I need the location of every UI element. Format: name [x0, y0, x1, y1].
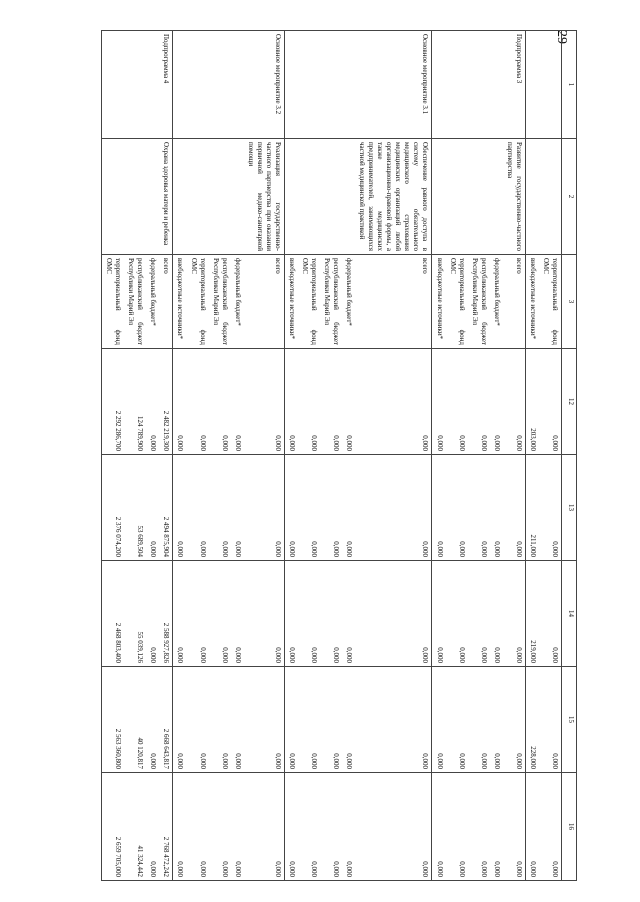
- row-description: [320, 139, 342, 255]
- value-col-13: 0,000: [231, 455, 244, 561]
- value-col-14: 0,000: [490, 561, 503, 667]
- row-description: [284, 139, 298, 255]
- table-row: [159, 31, 173, 881]
- value-col-14: 0,000: [432, 561, 446, 667]
- table-row: [244, 31, 285, 881]
- value-col-12: 0,000: [284, 349, 298, 455]
- funding-source: территориальный фонд ОМС: [446, 255, 468, 349]
- value-col-16: 0,000: [468, 773, 490, 881]
- value-col-15: 0,000: [468, 667, 490, 773]
- header-col-14: 14: [562, 561, 577, 667]
- value-col-13: 0,000: [503, 455, 526, 561]
- rotated-table-container: [101, 30, 577, 880]
- row-description: Реализация государственно-частного партнерства при оказании первичной медико-санитарной помощи: [244, 139, 285, 255]
- row-description: Охрана здоровья матери и ребенка: [159, 139, 173, 255]
- value-col-13: 2 376 074,200: [102, 455, 125, 561]
- value-col-16: 2 768 472,242: [159, 773, 173, 881]
- value-col-13: 0,000: [209, 455, 231, 561]
- value-col-15: 0,000: [503, 667, 526, 773]
- value-col-12: 0,000: [539, 349, 562, 455]
- value-col-14: 0,000: [146, 561, 159, 667]
- funding-source: федеральный бюджет*: [490, 255, 503, 349]
- row-description: [186, 139, 208, 255]
- value-col-15: 40 120,817: [124, 667, 146, 773]
- value-col-13: 53 689,504: [124, 455, 146, 561]
- row-description: [490, 139, 503, 255]
- table-row: [490, 31, 503, 881]
- funding-source: федеральный бюджет*: [342, 255, 355, 349]
- table-row: [173, 31, 187, 881]
- value-col-15: 228,000: [525, 667, 539, 773]
- value-col-12: 0,000: [503, 349, 526, 455]
- value-col-12: 203,000: [525, 349, 539, 455]
- table-row: [525, 31, 539, 881]
- header-col-13: 13: [562, 455, 577, 561]
- table-row: [432, 31, 446, 881]
- row-label: Основное мероприятие 3.2: [244, 31, 285, 139]
- value-col-15: 0,000: [231, 667, 244, 773]
- value-col-14: 2 588 927,826: [159, 561, 173, 667]
- row-description: [209, 139, 231, 255]
- budget-table: [101, 30, 577, 881]
- value-col-16: 0,000: [244, 773, 285, 881]
- funding-source: республиканский бюджет Республики Марий Эл: [320, 255, 342, 349]
- row-label: [490, 31, 503, 139]
- row-description: [102, 139, 125, 255]
- value-col-16: 0,000: [284, 773, 298, 881]
- value-col-16: 0,000: [525, 773, 539, 881]
- value-col-13: 0,000: [432, 455, 446, 561]
- value-col-13: 0,000: [490, 455, 503, 561]
- value-col-13: 0,000: [320, 455, 342, 561]
- table-row: [284, 31, 298, 881]
- funding-source: внебюджетные источники*: [432, 255, 446, 349]
- row-description: [468, 139, 490, 255]
- funding-source: всего: [159, 255, 173, 349]
- table-row: [231, 31, 244, 881]
- row-label: Подпрограмма 3: [503, 31, 526, 139]
- value-col-14: 0,000: [503, 561, 526, 667]
- value-col-16: 0,000: [432, 773, 446, 881]
- value-col-14: 2 468 803,400: [102, 561, 125, 667]
- row-description: [298, 139, 320, 255]
- value-col-15: 0,000: [173, 667, 187, 773]
- value-col-16: 0,000: [173, 773, 187, 881]
- header-col-12: 12: [562, 349, 577, 455]
- value-col-12: 2 292 286,700: [102, 349, 125, 455]
- value-col-14: 0,000: [320, 561, 342, 667]
- value-col-15: 0,000: [355, 667, 432, 773]
- row-description: [525, 139, 539, 255]
- value-col-12: 0,000: [355, 349, 432, 455]
- value-col-16: 0,000: [298, 773, 320, 881]
- value-col-15: 0,000: [446, 667, 468, 773]
- value-col-15: 0,000: [244, 667, 285, 773]
- value-col-16: 0,000: [146, 773, 159, 881]
- row-label: [342, 31, 355, 139]
- row-description: [146, 139, 159, 255]
- value-col-15: 0,000: [284, 667, 298, 773]
- row-label: [284, 31, 298, 139]
- row-label: [231, 31, 244, 139]
- row-description: [432, 139, 446, 255]
- table-row: [320, 31, 342, 881]
- value-col-14: 0,000: [342, 561, 355, 667]
- row-description: [173, 139, 187, 255]
- row-label: [539, 31, 562, 139]
- value-col-13: 0,000: [298, 455, 320, 561]
- value-col-12: 0,000: [209, 349, 231, 455]
- value-col-14: 219,000: [525, 561, 539, 667]
- value-col-12: 0,000: [446, 349, 468, 455]
- row-description: [446, 139, 468, 255]
- row-label: [173, 31, 187, 139]
- value-col-12: 0,000: [186, 349, 208, 455]
- table-row: [186, 31, 208, 881]
- row-description: [231, 139, 244, 255]
- header-col-1: 1: [562, 31, 577, 139]
- value-col-12: 0,000: [231, 349, 244, 455]
- row-description: [124, 139, 146, 255]
- funding-source: внебюджетные источники*: [173, 255, 187, 349]
- table-row: [102, 31, 125, 881]
- value-col-13: 0,000: [539, 455, 562, 561]
- value-col-16: 0,000: [490, 773, 503, 881]
- value-col-14: 0,000: [209, 561, 231, 667]
- table-row: [468, 31, 490, 881]
- row-label: [146, 31, 159, 139]
- funding-source: республиканский бюджет Республики Марий Эл: [124, 255, 146, 349]
- value-col-12: 0,000: [146, 349, 159, 455]
- value-col-15: 0,000: [186, 667, 208, 773]
- value-col-13: 0,000: [146, 455, 159, 561]
- funding-source: федеральный бюджет*: [146, 255, 159, 349]
- table-body: [102, 31, 562, 881]
- value-col-16: 41 324,442: [124, 773, 146, 881]
- value-col-12: 124 789,900: [124, 349, 146, 455]
- value-col-15: 0,000: [320, 667, 342, 773]
- value-col-13: 0,000: [342, 455, 355, 561]
- value-col-15: 0,000: [146, 667, 159, 773]
- row-label: Подпрограмма 4: [159, 31, 173, 139]
- value-col-12: 0,000: [468, 349, 490, 455]
- value-col-16: 0,000: [355, 773, 432, 881]
- table-row: [342, 31, 355, 881]
- value-col-15: 0,000: [298, 667, 320, 773]
- value-col-16: 0,000: [446, 773, 468, 881]
- funding-source: территориальный фонд ОМС: [539, 255, 562, 349]
- value-col-13: 2 494 875,904: [159, 455, 173, 561]
- value-col-12: 0,000: [173, 349, 187, 455]
- row-label: [209, 31, 231, 139]
- value-col-13: 0,000: [446, 455, 468, 561]
- value-col-15: 0,000: [209, 667, 231, 773]
- value-col-13: 0,000: [284, 455, 298, 561]
- value-col-15: 2 563 360,800: [102, 667, 125, 773]
- value-col-16: 0,000: [539, 773, 562, 881]
- funding-source: республиканский бюджет Республики Марий Эл: [209, 255, 231, 349]
- funding-source: территориальный фонд ОМС: [298, 255, 320, 349]
- value-col-15: 0,000: [342, 667, 355, 773]
- row-label: [446, 31, 468, 139]
- value-col-12: 2 482 219,300: [159, 349, 173, 455]
- value-col-14: 0,000: [284, 561, 298, 667]
- value-col-14: 0,000: [244, 561, 285, 667]
- value-col-12: 0,000: [432, 349, 446, 455]
- row-label: [102, 31, 125, 139]
- value-col-12: 0,000: [244, 349, 285, 455]
- row-label: Основное мероприятие 3.1: [355, 31, 432, 139]
- row-description: [539, 139, 562, 255]
- value-col-16: 0,000: [186, 773, 208, 881]
- value-col-16: 0,000: [503, 773, 526, 881]
- value-col-12: 0,000: [342, 349, 355, 455]
- header-col-16: 16: [562, 773, 577, 881]
- value-col-14: 0,000: [468, 561, 490, 667]
- value-col-13: 0,000: [244, 455, 285, 561]
- value-col-16: 0,000: [231, 773, 244, 881]
- row-label: [468, 31, 490, 139]
- value-col-16: 0,000: [320, 773, 342, 881]
- value-col-13: 211,000: [525, 455, 539, 561]
- value-col-13: 0,000: [173, 455, 187, 561]
- table-row: [503, 31, 526, 881]
- row-label: [298, 31, 320, 139]
- page-number: 29: [554, 30, 569, 44]
- value-col-14: 0,000: [231, 561, 244, 667]
- value-col-15: 0,000: [432, 667, 446, 773]
- row-label: [525, 31, 539, 139]
- funding-source: территориальный фонд ОМС: [102, 255, 125, 349]
- header-col-2: 2: [562, 139, 577, 255]
- header-col-15: 15: [562, 667, 577, 773]
- row-label: [320, 31, 342, 139]
- funding-source: всего: [355, 255, 432, 349]
- funding-source: территориальный фонд ОМС: [186, 255, 208, 349]
- funding-source: федеральный бюджет*: [231, 255, 244, 349]
- value-col-12: 0,000: [320, 349, 342, 455]
- table-row: [298, 31, 320, 881]
- table-row: [446, 31, 468, 881]
- row-label: [124, 31, 146, 139]
- value-col-13: 0,000: [355, 455, 432, 561]
- value-col-14: 0,000: [355, 561, 432, 667]
- row-label: [186, 31, 208, 139]
- value-col-14: 0,000: [186, 561, 208, 667]
- funding-source: внебюджетные источники*: [525, 255, 539, 349]
- funding-source: всего: [244, 255, 285, 349]
- value-col-14: 0,000: [446, 561, 468, 667]
- value-col-12: 0,000: [490, 349, 503, 455]
- funding-source: республиканский бюджет Республики Марий Эл: [468, 255, 490, 349]
- value-col-14: 0,000: [539, 561, 562, 667]
- table-row: [124, 31, 146, 881]
- value-col-12: 0,000: [298, 349, 320, 455]
- value-col-16: 2 659 705,000: [102, 773, 125, 881]
- row-description: [342, 139, 355, 255]
- row-description: Развитие государственно-частного партнерства: [503, 139, 526, 255]
- value-col-14: 0,000: [298, 561, 320, 667]
- value-col-15: 0,000: [539, 667, 562, 773]
- value-col-13: 0,000: [468, 455, 490, 561]
- value-col-13: 0,000: [186, 455, 208, 561]
- value-col-16: 0,000: [209, 773, 231, 881]
- header-col-3: 3: [562, 255, 577, 349]
- value-col-15: 0,000: [490, 667, 503, 773]
- row-description: Обеспечение равного доступа в систему обязательного медицинского страхования медицинских организаций любой организационно-правовой формы, а также медицинских предпринимателей, занимающихся частной медицинской практикой: [355, 139, 432, 255]
- funding-source: внебюджетные источники*: [284, 255, 298, 349]
- value-col-14: 0,000: [173, 561, 187, 667]
- value-col-16: 0,000: [342, 773, 355, 881]
- table-row: [146, 31, 159, 881]
- value-col-15: 2 668 643,817: [159, 667, 173, 773]
- value-col-14: 55 039,126: [124, 561, 146, 667]
- table-row: [355, 31, 432, 881]
- table-row: [539, 31, 562, 881]
- table-row: [209, 31, 231, 881]
- funding-source: всего: [503, 255, 526, 349]
- table-header-row: [562, 31, 577, 881]
- row-label: [432, 31, 446, 139]
